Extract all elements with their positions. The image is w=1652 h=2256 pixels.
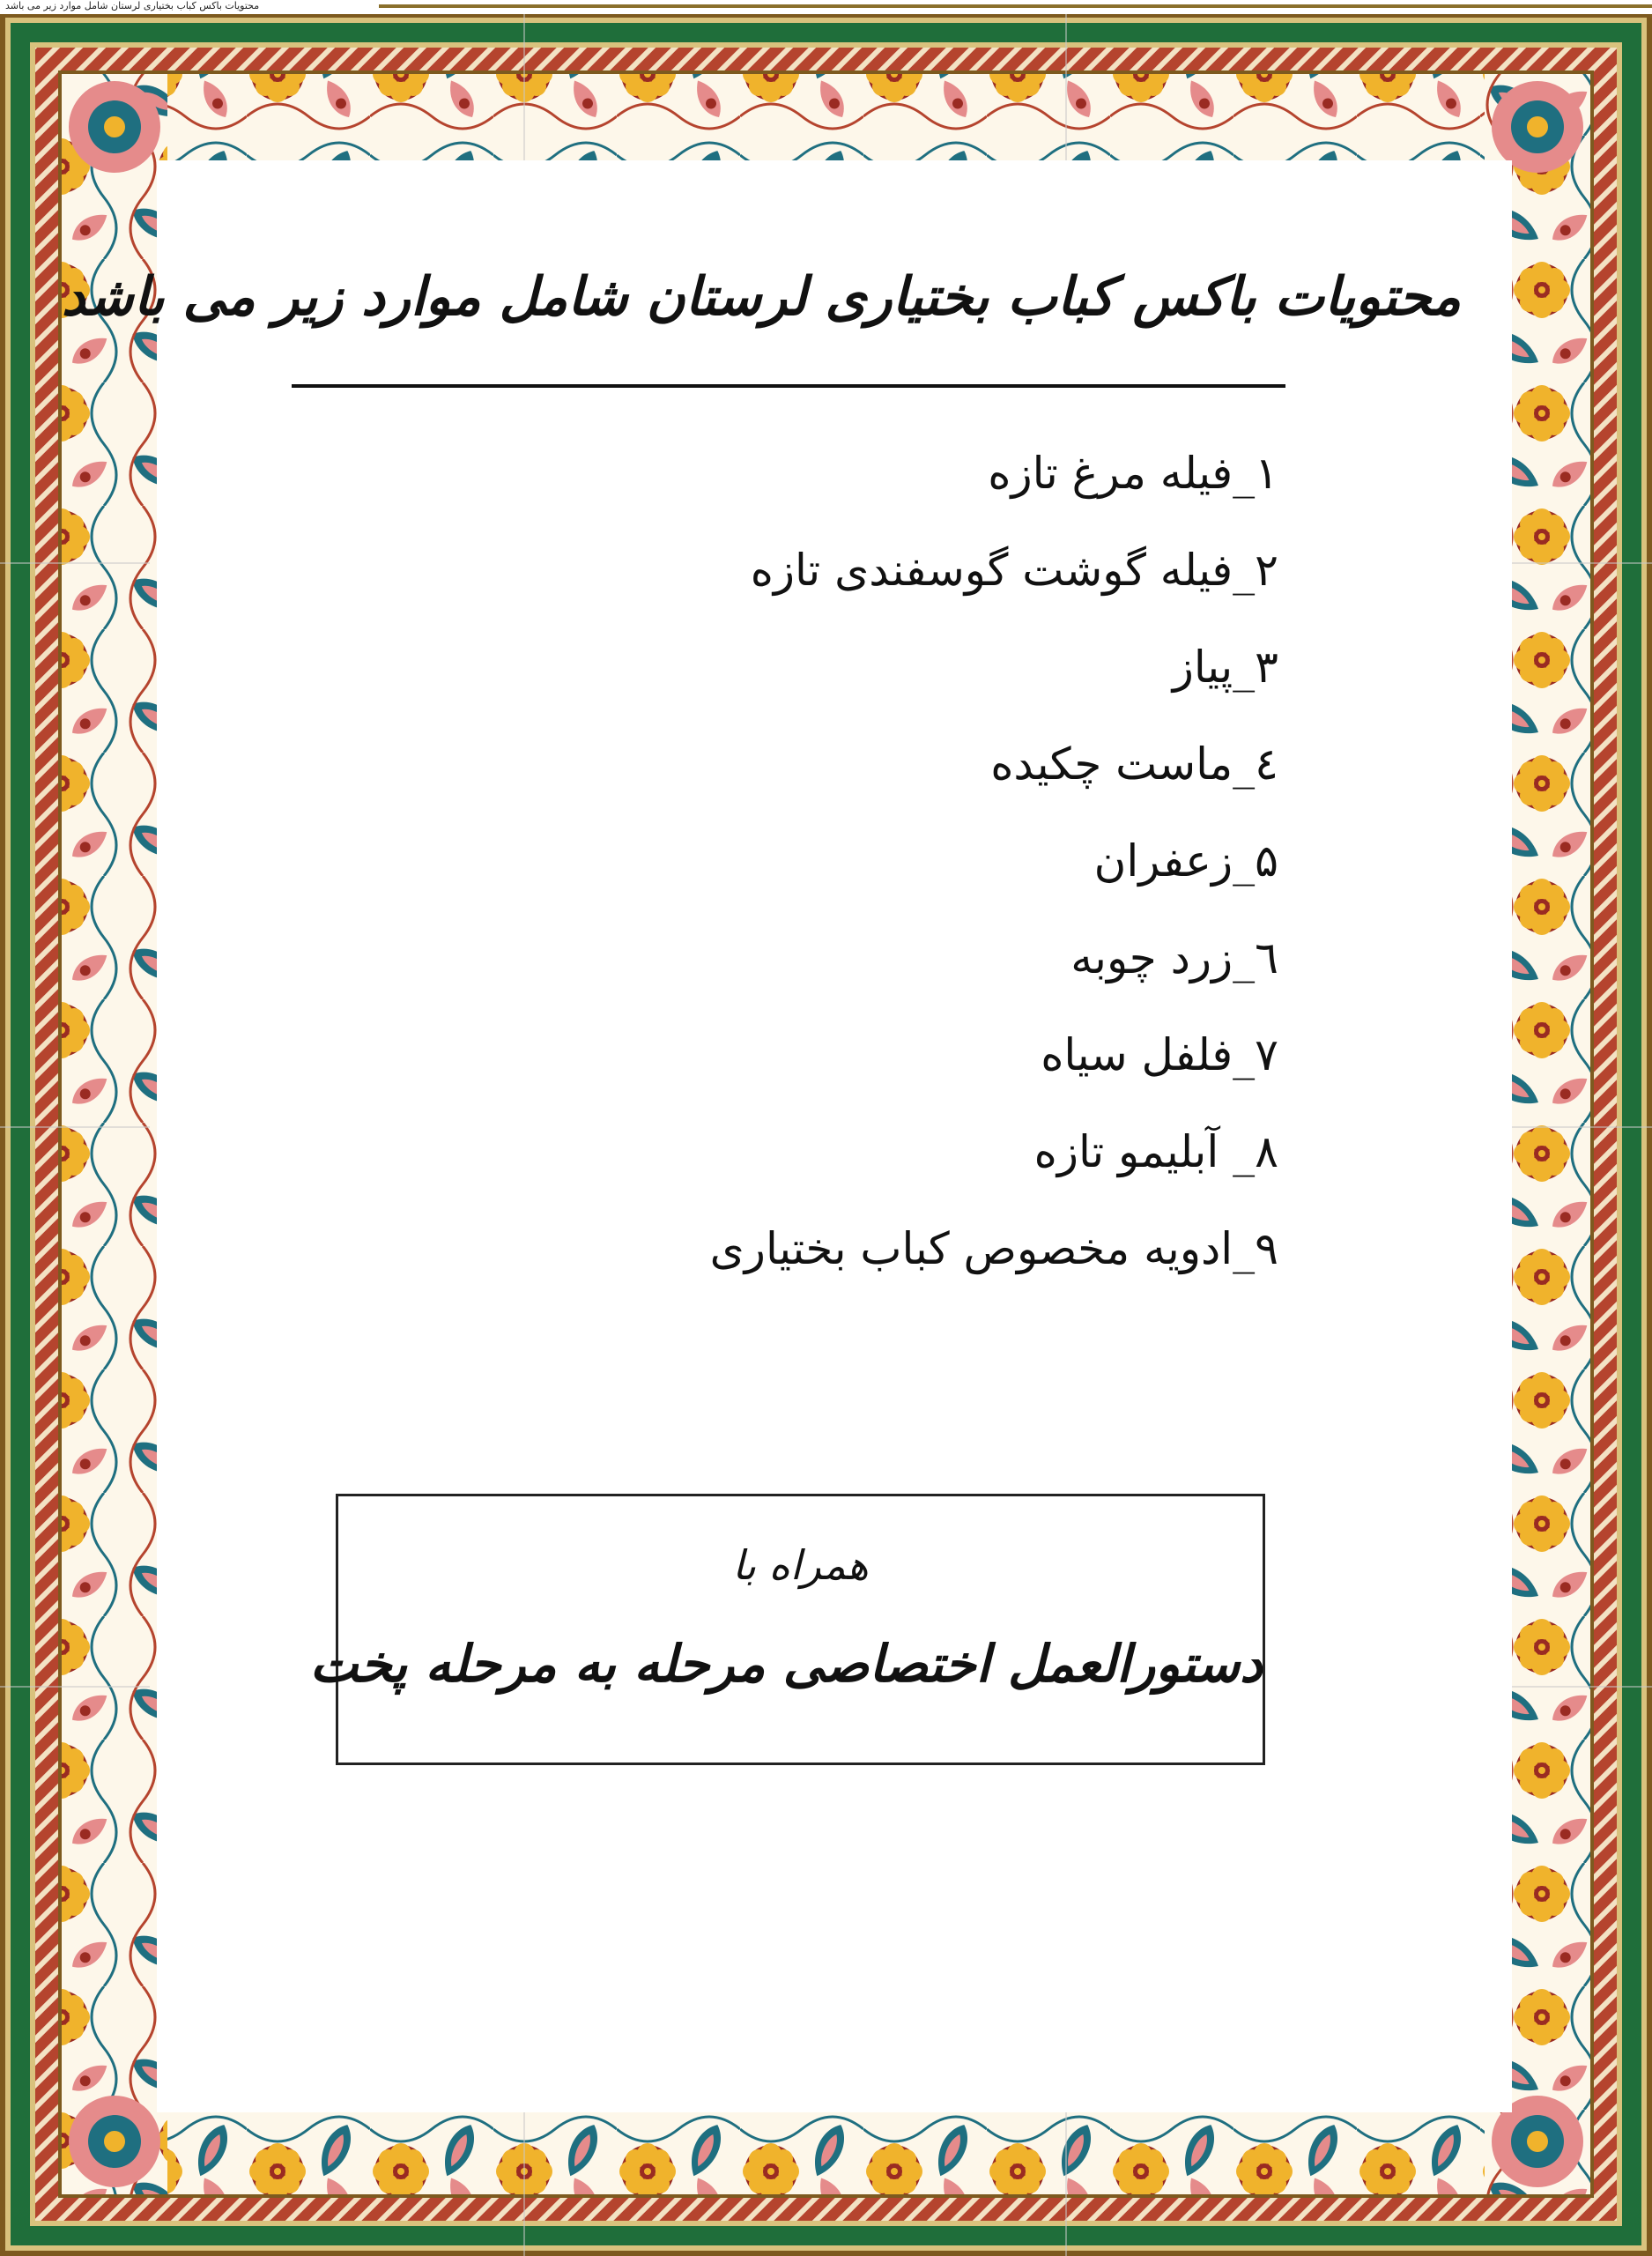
ingredient-item: ۸_ آبلیمو تازه bbox=[1033, 1126, 1278, 1177]
page-title: محتویات باکس کباب بختیاری لرستان شامل موارد زیر می باشد bbox=[61, 266, 1461, 328]
ingredient-item: ۹_ادویه مخصوص کباب بختیاری bbox=[709, 1223, 1278, 1274]
header-strip-rule bbox=[379, 4, 1652, 8]
corner-ornament-bottom-left bbox=[69, 2096, 160, 2187]
box-main-text: دستورالعمل اختصاصی مرحله به مرحله پخت bbox=[309, 1634, 1263, 1694]
ingredient-item: ۵_زعفران bbox=[1093, 835, 1278, 887]
ingredient-item: ٤_ماست چکیده bbox=[990, 738, 1278, 790]
ingredient-item: ۲_فیله گوشت گوسفندی تازه bbox=[750, 545, 1278, 596]
content-panel bbox=[61, 160, 1512, 2112]
ingredients-list bbox=[710, 425, 1278, 1297]
recipe-instructions-box bbox=[309, 1494, 1265, 1765]
ingredient-item: ۳_پیاز bbox=[1172, 642, 1278, 693]
title-underline bbox=[292, 384, 1285, 388]
ingredient-item: ۷_فلفل سیاه bbox=[1041, 1029, 1278, 1080]
ingredient-item: ۱_فیله مرغ تازه bbox=[988, 448, 1278, 499]
box-intro-text: همراه با bbox=[732, 1541, 869, 1589]
corner-ornament-top-right bbox=[1492, 81, 1583, 173]
header-strip-text: محتویات باکس کباب بختیاری لرستان شامل موارد زیر می باشد bbox=[5, 0, 260, 11]
corner-ornament-top-left bbox=[69, 81, 160, 173]
top-header-strip bbox=[0, 0, 1652, 14]
ingredient-item: ٦_زرد چوبه bbox=[1070, 932, 1278, 983]
